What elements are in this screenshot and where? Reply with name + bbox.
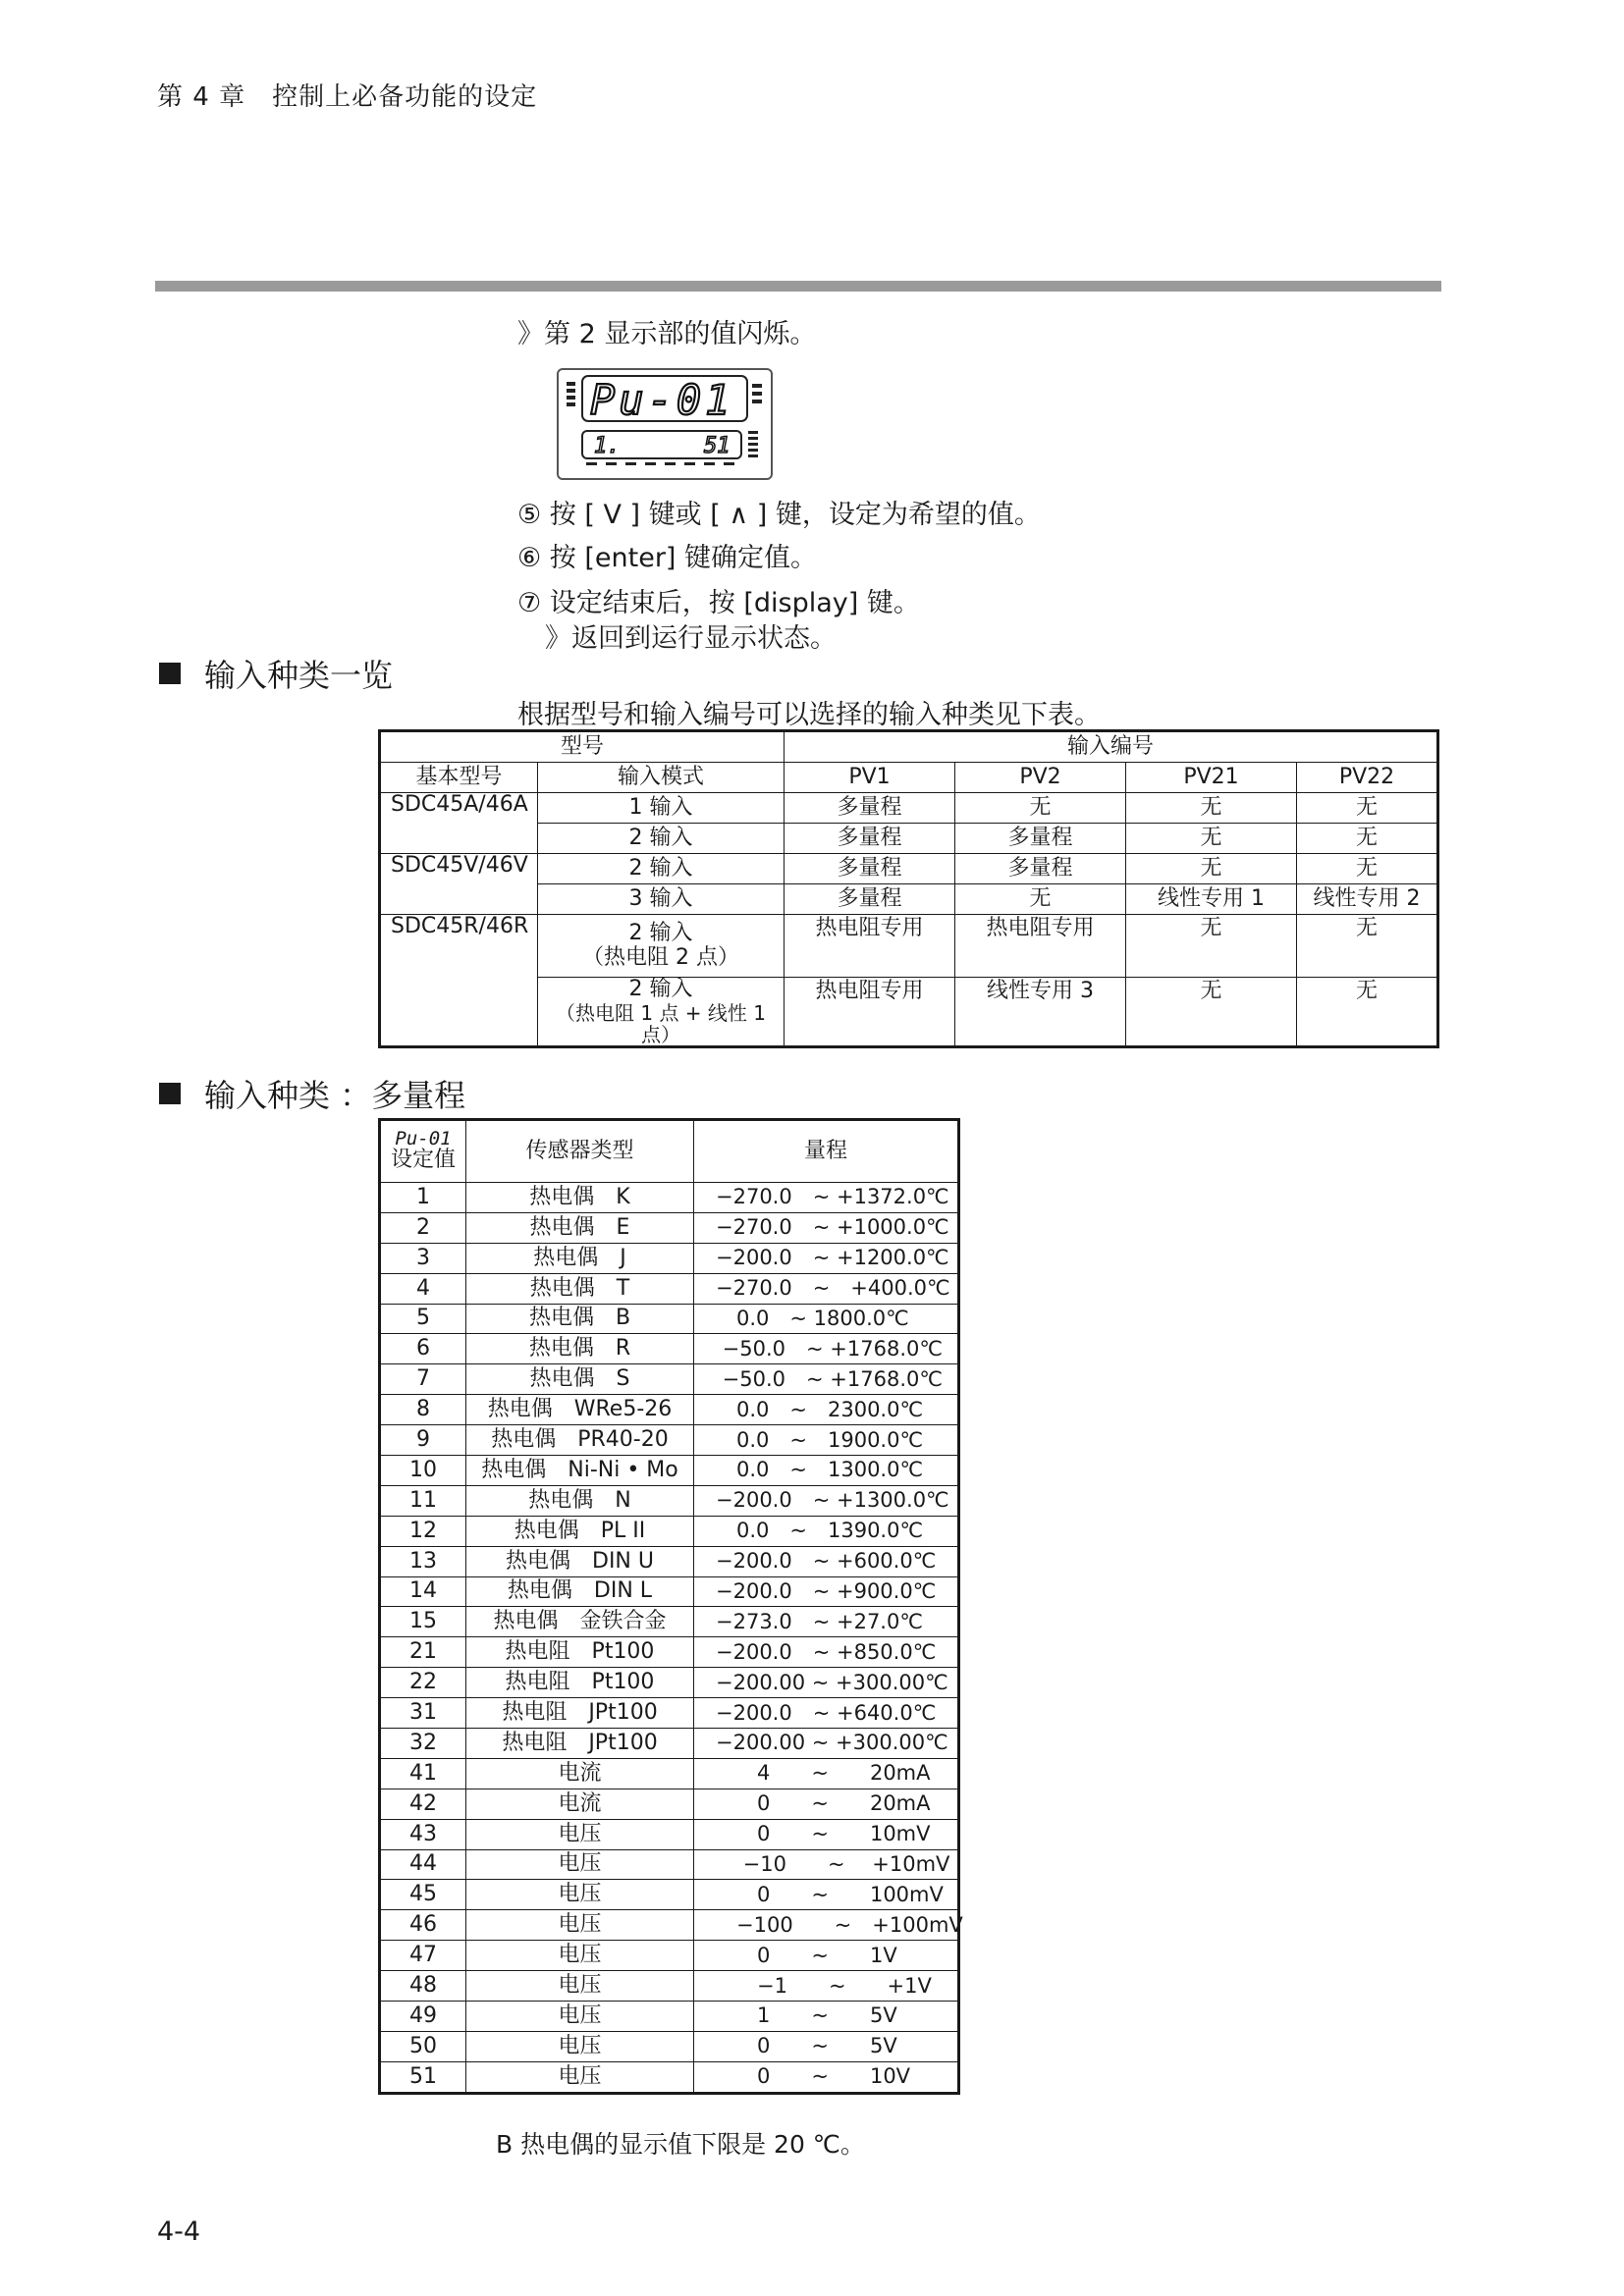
cell-code: 7 xyxy=(380,1364,466,1395)
cell-range: 0 ~ 100mV xyxy=(694,1880,959,1910)
page-number: 4-4 xyxy=(157,2216,201,2247)
table-row xyxy=(380,1971,959,2002)
cell-range: −200.0 ~ +600.0℃ xyxy=(694,1546,959,1576)
flash-note: 》第 2 显示部的值闪烁。 xyxy=(517,319,817,349)
multi-range-table-body xyxy=(380,1183,963,2094)
cell-sensor: 电流 xyxy=(466,1758,694,1789)
cell-sensor: 电压 xyxy=(466,2061,694,2093)
table-row xyxy=(380,1576,959,1607)
cell-range: −273.0 ~ +27.0℃ xyxy=(694,1607,959,1637)
cell-code: 49 xyxy=(380,2002,466,2032)
cell-sensor: 电压 xyxy=(466,2002,694,2032)
table-row xyxy=(380,1819,959,1849)
table-row xyxy=(380,1880,959,1910)
table-row xyxy=(380,2002,959,2032)
cell-code: 31 xyxy=(380,1698,466,1729)
cell-code: 10 xyxy=(380,1456,466,1486)
header-range: 量程 xyxy=(694,1120,959,1183)
cell-sensor: 热电阻 Pt100 xyxy=(466,1668,694,1698)
table-row xyxy=(380,824,1438,854)
table-row xyxy=(380,1485,959,1516)
cell-pv1: 热电阻专用 xyxy=(785,915,955,978)
cell-sensor: 电压 xyxy=(466,1910,694,1941)
footnote: B 热电偶的显示值下限是 20 ℃。 xyxy=(496,2130,865,2159)
cell-range: −1 ~ +1V xyxy=(694,1971,959,2002)
table-row xyxy=(380,854,1438,884)
lcd-line2-right: 51 xyxy=(704,434,731,458)
cell-pv1: 多量程 xyxy=(785,793,955,824)
cell-mode-line1: 2 输入 xyxy=(628,921,693,946)
table-row xyxy=(380,1941,959,1971)
cell-range: −270.0 ~ +400.0℃ xyxy=(694,1273,959,1304)
step-5: ⑤ 按 [ Ⅴ ] 键或 [ ∧ ] 键，设定为希望的值。 xyxy=(517,500,1041,530)
cell-sensor: 热电偶 PR40-20 xyxy=(466,1425,694,1456)
cell-pv22: 无 xyxy=(1297,854,1438,884)
section-divider xyxy=(155,281,1441,292)
cell-range: −200.00 ~ +300.00℃ xyxy=(694,1729,959,1759)
cell-sensor: 电压 xyxy=(466,1971,694,2002)
cell-range: 0 ~ 20mA xyxy=(694,1789,959,1819)
step-7: ⑦ 设定结束后，按 [display] 键。 xyxy=(517,588,920,618)
lcd-display-graphic xyxy=(559,370,771,478)
param-code: Pu-01 xyxy=(395,1128,452,1150)
section-title: 输入种类一览 xyxy=(204,657,394,694)
cell-sensor: 热电偶 K xyxy=(466,1183,694,1213)
cell-code: 2 xyxy=(380,1212,466,1243)
cell-pv2: 无 xyxy=(955,793,1126,824)
cell-pv2: 无 xyxy=(955,884,1126,915)
square-bullet-icon xyxy=(159,1083,181,1104)
cell-sensor: 热电偶 J xyxy=(466,1243,694,1273)
input-type-list-table xyxy=(378,729,1439,1048)
table-row xyxy=(380,1758,959,1789)
cell-pv21: 无 xyxy=(1126,793,1297,824)
header-pv2: PV2 xyxy=(955,763,1126,793)
cell-range: −270.0 ~ +1372.0℃ xyxy=(694,1183,959,1213)
table-row xyxy=(380,978,1438,1047)
cell-code: 15 xyxy=(380,1607,466,1637)
section-heading-multi-range xyxy=(159,1071,465,1116)
square-bullet-icon xyxy=(159,663,181,684)
cell-code: 6 xyxy=(380,1334,466,1364)
cell-code: 22 xyxy=(380,1668,466,1698)
cell-mode-line1: 2 输入 xyxy=(628,977,693,1002)
cell-sensor: 热电偶 WRe5-26 xyxy=(466,1395,694,1425)
cell-range: 0.0 ~ 1900.0℃ xyxy=(694,1425,959,1456)
table-row xyxy=(380,1729,959,1759)
cell-pv1: 多量程 xyxy=(785,854,955,884)
cell-range: −200.00 ~ +300.00℃ xyxy=(694,1668,959,1698)
cell-range: 0.0 ~ 1300.0℃ xyxy=(694,1456,959,1486)
cell-code: 1 xyxy=(380,1183,466,1213)
cell-range: −200.0 ~ +640.0℃ xyxy=(694,1698,959,1729)
header-input-number: 输入编号 xyxy=(785,731,1438,763)
table-row xyxy=(380,1910,959,1941)
cell-pv1: 多量程 xyxy=(785,884,955,915)
cell-sensor: 电压 xyxy=(466,1819,694,1849)
section-title: 输入种类 ：多量程 xyxy=(204,1077,466,1114)
header-pv1: PV1 xyxy=(785,763,955,793)
cell-code: 41 xyxy=(380,1758,466,1789)
cell-range: 0.0 ~ 1390.0℃ xyxy=(694,1516,959,1546)
table-row xyxy=(380,1304,959,1334)
cell-range: −200.0 ~ +900.0℃ xyxy=(694,1576,959,1607)
cell-mode-line2: （热电阻 1 点 + 线性 1 点） xyxy=(556,1000,766,1046)
table-row xyxy=(380,1212,959,1243)
cell-range: −50.0 ~ +1768.0℃ xyxy=(694,1334,959,1364)
cell-sensor: 电流 xyxy=(466,1789,694,1819)
cell-sensor: 热电偶 E xyxy=(466,1212,694,1243)
step-6: ⑥ 按 [enter] 键确定值。 xyxy=(517,543,818,573)
cell-pv21: 无 xyxy=(1126,854,1297,884)
cell-code: 14 xyxy=(380,1576,466,1607)
cell-code: 3 xyxy=(380,1243,466,1273)
cell-range: −100 ~ +100mV xyxy=(694,1910,959,1941)
table-row xyxy=(380,1546,959,1576)
cell-range: 1 ~ 5V xyxy=(694,2002,959,2032)
cell-sensor: 热电偶 S xyxy=(466,1364,694,1395)
cell-code: 51 xyxy=(380,2061,466,2093)
cell-pv2: 热电阻专用 xyxy=(955,915,1126,978)
cell-code: 43 xyxy=(380,1819,466,1849)
table-row xyxy=(380,2031,959,2061)
cell-sensor: 热电阻 Pt100 xyxy=(466,1637,694,1668)
cell-range: −50.0 ~ +1768.0℃ xyxy=(694,1364,959,1395)
table-row xyxy=(380,1698,959,1729)
table-row xyxy=(380,1789,959,1819)
cell-pv22: 无 xyxy=(1297,793,1438,824)
table-row xyxy=(380,1273,959,1304)
cell-code: 12 xyxy=(380,1516,466,1546)
setting-label: 设定值 xyxy=(390,1148,456,1173)
header-setting xyxy=(380,1120,466,1183)
cell-code: 21 xyxy=(380,1637,466,1668)
table-row xyxy=(380,1456,959,1486)
cell-range: −10 ~ +10mV xyxy=(694,1849,959,1880)
cell-code: 48 xyxy=(380,1971,466,2002)
cell-code: 42 xyxy=(380,1789,466,1819)
cell-code: 46 xyxy=(380,1910,466,1941)
table-row xyxy=(380,2061,959,2093)
cell-code: 13 xyxy=(380,1546,466,1576)
cell-code: 9 xyxy=(380,1425,466,1456)
cell-pv2: 多量程 xyxy=(955,824,1126,854)
cell-range: 0 ~ 10mV xyxy=(694,1819,959,1849)
cell-code: 4 xyxy=(380,1273,466,1304)
cell-range: 4 ~ 20mA xyxy=(694,1758,959,1789)
cell-pv2: 多量程 xyxy=(955,854,1126,884)
table-row xyxy=(380,1516,959,1546)
cell-code: 11 xyxy=(380,1485,466,1516)
cell-sensor: 热电偶 PL II xyxy=(466,1516,694,1546)
cell-range: −200.0 ~ +850.0℃ xyxy=(694,1637,959,1668)
cell-range: 0 ~ 1V xyxy=(694,1941,959,1971)
step-7-result: 》返回到运行显示状态。 xyxy=(545,623,837,654)
table-row xyxy=(380,1637,959,1668)
cell-code: 44 xyxy=(380,1849,466,1880)
cell-model: SDC45A/46A xyxy=(380,793,538,854)
table-row xyxy=(380,1607,959,1637)
cell-model: SDC45R/46R xyxy=(380,915,538,1047)
table-row xyxy=(380,1668,959,1698)
cell-sensor: 电压 xyxy=(466,2031,694,2061)
table-row xyxy=(380,1243,959,1273)
cell-code: 8 xyxy=(380,1395,466,1425)
cell-pv1: 热电阻专用 xyxy=(785,978,955,1047)
header-sensor: 传感器类型 xyxy=(466,1120,694,1183)
cell-mode: 2 输入 xyxy=(538,854,785,884)
cell-code: 5 xyxy=(380,1304,466,1334)
cell-sensor: 热电偶 DIN U xyxy=(466,1546,694,1576)
cell-code: 45 xyxy=(380,1880,466,1910)
cell-mode: 1 输入 xyxy=(538,793,785,824)
cell-pv21: 无 xyxy=(1126,978,1297,1047)
cell-code: 47 xyxy=(380,1941,466,1971)
table-row xyxy=(380,1183,959,1213)
lcd-line1: Pu-01 xyxy=(590,376,734,424)
table-row xyxy=(380,884,1438,915)
cell-sensor: 电压 xyxy=(466,1941,694,1971)
cell-range: 0.0 ~ 1800.0℃ xyxy=(694,1304,959,1334)
lcd-display xyxy=(557,368,773,480)
cell-pv21: 无 xyxy=(1126,824,1297,854)
cell-pv22: 无 xyxy=(1297,915,1438,978)
header-input-mode: 输入模式 xyxy=(538,763,785,793)
cell-sensor: 热电阻 JPt100 xyxy=(466,1729,694,1759)
cell-pv21: 无 xyxy=(1126,915,1297,978)
cell-sensor: 热电阻 JPt100 xyxy=(466,1698,694,1729)
cell-pv2: 线性专用 3 xyxy=(955,978,1126,1047)
section-heading-input-types xyxy=(159,651,393,696)
cell-pv21: 线性专用 1 xyxy=(1126,884,1297,915)
cell-sensor: 电压 xyxy=(466,1849,694,1880)
cell-pv22: 无 xyxy=(1297,978,1438,1047)
cell-code: 32 xyxy=(380,1729,466,1759)
header-basic-model: 基本型号 xyxy=(380,763,538,793)
table-row xyxy=(380,1849,959,1880)
cell-pv1: 多量程 xyxy=(785,824,955,854)
table-row xyxy=(380,1425,959,1456)
lcd-line2-left: 1. xyxy=(594,434,621,458)
table-row xyxy=(380,793,1438,824)
table-row xyxy=(380,1395,959,1425)
header-pv21: PV21 xyxy=(1126,763,1297,793)
cell-range: −270.0 ~ +1000.0℃ xyxy=(694,1212,959,1243)
section-intro: 根据型号和输入编号可以选择的输入种类见下表。 xyxy=(517,700,1101,730)
cell-pv22: 无 xyxy=(1297,824,1438,854)
cell-sensor: 热电偶 金铁合金 xyxy=(466,1607,694,1637)
cell-mode xyxy=(538,915,785,978)
header-pv22: PV22 xyxy=(1297,763,1438,793)
cell-sensor: 热电偶 N xyxy=(466,1485,694,1516)
header-model: 型号 xyxy=(380,731,785,763)
cell-range: 0 ~ 10V xyxy=(694,2061,959,2093)
cell-code: 50 xyxy=(380,2031,466,2061)
cell-range: 0 ~ 5V xyxy=(694,2031,959,2061)
cell-sensor: 电压 xyxy=(466,1880,694,1910)
table-row xyxy=(380,915,1438,978)
multi-range-table xyxy=(378,1118,963,2095)
cell-mode-line2: （热电阻 2 点） xyxy=(582,944,739,970)
cell-mode: 2 输入 xyxy=(538,824,785,854)
cell-sensor: 热电偶 DIN L xyxy=(466,1576,694,1607)
cell-sensor: 热电偶 Ni-Ni • Mo xyxy=(466,1456,694,1486)
cell-range: −200.0 ~ +1300.0℃ xyxy=(694,1485,959,1516)
cell-range: 0.0 ~ 2300.0℃ xyxy=(694,1395,959,1425)
cell-range: −200.0 ~ +1200.0℃ xyxy=(694,1243,959,1273)
cell-mode xyxy=(538,978,785,1047)
table-row xyxy=(380,1364,959,1395)
table-row xyxy=(380,1334,959,1364)
cell-sensor: 热电偶 R xyxy=(466,1334,694,1364)
chapter-header: 第 4 章 控制上必备功能的设定 xyxy=(157,82,538,112)
cell-sensor: 热电偶 T xyxy=(466,1273,694,1304)
cell-sensor: 热电偶 B xyxy=(466,1304,694,1334)
cell-pv22: 线性专用 2 xyxy=(1297,884,1438,915)
cell-model: SDC45V/46V xyxy=(380,854,538,915)
cell-mode: 3 输入 xyxy=(538,884,785,915)
